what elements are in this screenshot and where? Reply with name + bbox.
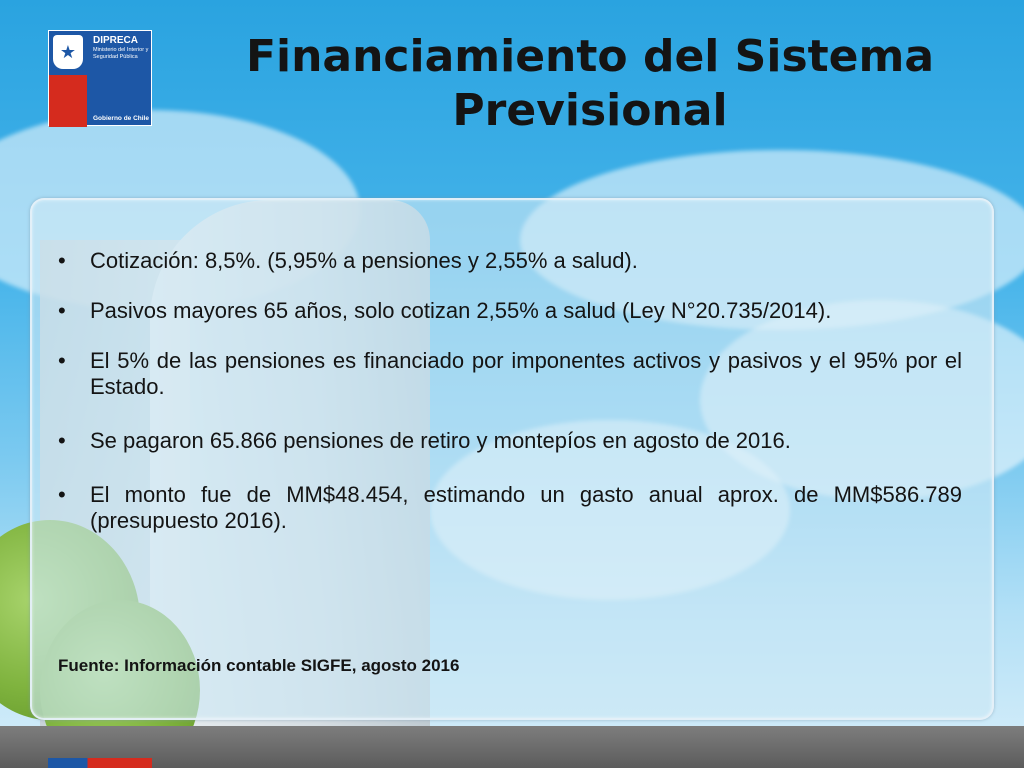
bullet-item: • Cotización: 8,5%. (5,95% a pensiones y 2,55% a salud). bbox=[58, 248, 962, 274]
logo-subtitle: Ministerio del Interior y Seguridad Pública bbox=[93, 47, 149, 60]
logo-name: DIPRECA bbox=[93, 35, 139, 46]
footer-flag-bar bbox=[48, 758, 152, 768]
logo-red-bar bbox=[49, 75, 87, 127]
coat-of-arms-icon: ★ bbox=[53, 35, 83, 69]
bullet-list bbox=[58, 248, 962, 534]
source-note: Fuente: Información contable SIGFE, agosto 2016 bbox=[58, 656, 460, 675]
slide-title: Financiamiento del Sistema Previsional bbox=[245, 31, 935, 136]
bullet-item: • Pasivos mayores 65 años, solo cotizan 2,55% a salud (Ley N°20.735/2014). bbox=[58, 298, 962, 324]
dipreca-logo bbox=[48, 30, 152, 126]
bullet-item: • Se pagaron 65.866 pensiones de retiro y montepíos en agosto de 2016. bbox=[58, 428, 962, 454]
bullet-item: • El monto fue de MM$48.454, estimando un gasto anual aprox. de MM$586.789 (presupuesto 2016). bbox=[58, 482, 962, 534]
street bbox=[0, 726, 1024, 768]
logo-government: Gobierno de Chile bbox=[93, 115, 149, 122]
bullet-item: • El 5% de las pensiones es financiado por imponentes activos y pasivos y el 95% por el Estado. bbox=[58, 348, 962, 400]
